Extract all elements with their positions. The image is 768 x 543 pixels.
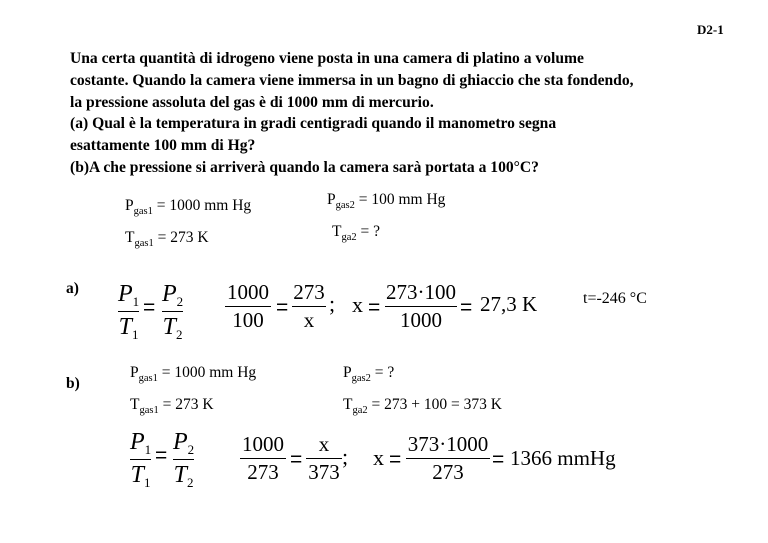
part-a-label: a) [66,280,79,297]
problem-line: la pressione assoluta del gas è di 1000 mm di mercurio. [70,93,434,111]
fraction-a-1: 1000 100 [227,280,269,333]
fraction-a-3: 273·100 1000 [386,280,456,333]
equals-sign: = [290,448,303,471]
fraction-a-2: 273 x [293,280,325,333]
problem-line: (a) Qual è la temperatura in gradi centigradi quando il manometro segna [70,115,557,133]
gas-law-a-frac2: $P_2$ $T_2$ [162,281,184,343]
given-a-t2: $T_{ga2}$ = ? [332,223,381,243]
given-a-p2: $P_{gas2} = 100$ mm Hg [327,191,446,211]
equals-sign: = [460,296,473,319]
equals-sign: = [492,448,505,471]
fraction-b-2: x 373 [306,434,342,483]
semicolon: ; [342,444,349,469]
problem-line: (b)A che pressione si arriverà quando la camera sarà portata a 100°C? [70,158,539,176]
result-b: 1366 mmHg [510,446,616,470]
equals-sign: = [389,448,402,471]
problem-line: Una certa quantità di idrogeno viene posta in una camera di platino a volume [70,50,584,67]
gas-law-b-frac1: $P_1$ $T_1$ [130,429,152,491]
equals-sign: = [143,296,156,319]
problem-line: costante. Quando la camera viene immersa in un bagno di ghiaccio che sta fondendo, [70,71,634,89]
semicolon: ; [329,291,336,316]
page-id: D2-1 [697,22,724,37]
given-b-t2: $T_{ga2} = 273 + 100 = 373$ K [343,396,502,416]
answer-a: t=-246 °C [583,290,647,307]
fraction-b-3: 373·1000 273 [407,432,489,485]
given-b-p2: $P_{gas2}$ = ? [343,364,395,384]
gas-law-a-frac1: $P_1$ $T_1$ [118,281,140,343]
given-a-p1: $P_{gas1} = 1000$ mm Hg [125,197,252,217]
equals-sign: = [155,444,168,467]
x-variable: x [373,445,384,470]
x-variable: x [352,292,363,317]
problem-statement [70,48,750,179]
result-a: 27,3 K [480,292,538,316]
part-b-label: b) [66,375,80,392]
given-b-p1: $P_{gas1} = 1000$ mm Hg [130,364,257,384]
equals-sign: = [276,296,289,319]
equals-sign: = [368,296,381,319]
problem-line: esattamente 100 mm di Hg? [70,137,256,155]
given-b-t1: $T_{gas1} = 273$ K [130,396,214,416]
gas-law-b-frac2: $P_2$ $T_2$ [173,429,195,491]
given-a-t1: $T_{gas1} = 273$ K [125,229,209,249]
fraction-b-1: 1000 273 [242,432,284,485]
